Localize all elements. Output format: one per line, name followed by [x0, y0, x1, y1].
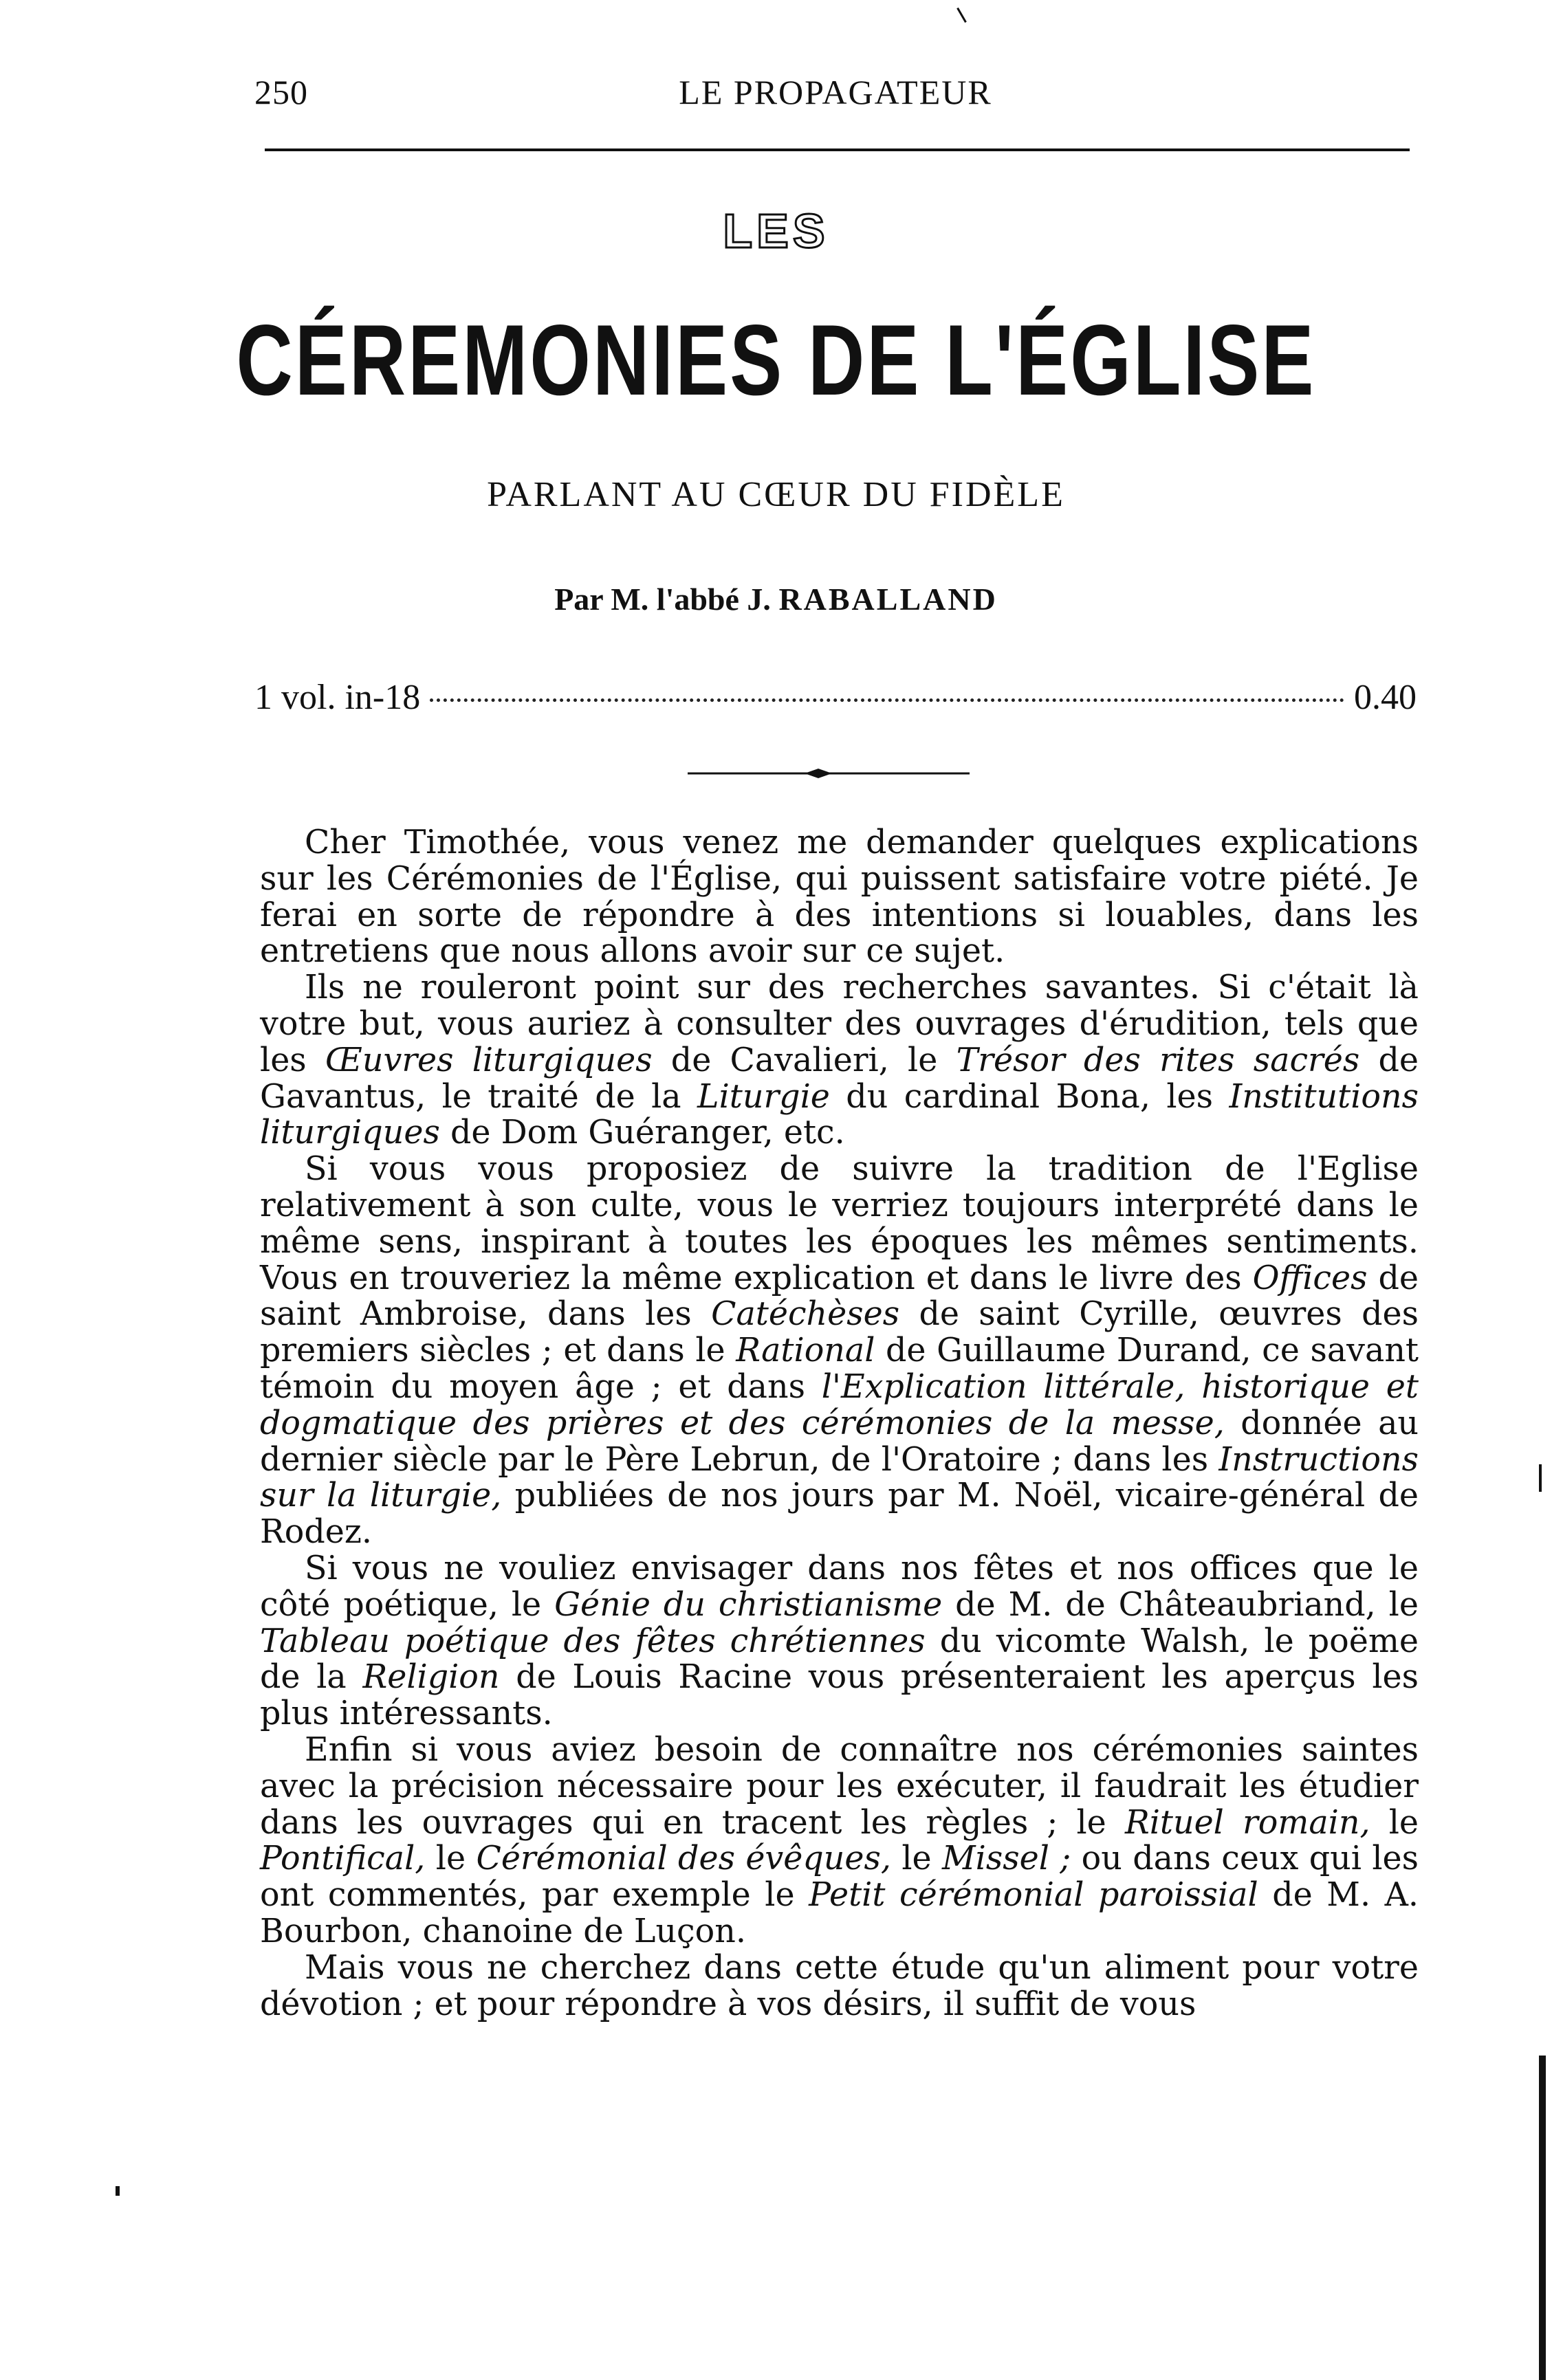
paragraph-1: Cher Timothée, vous venez me demander quelques explications sur les Cérémonies de l'Église, qui puissent satisfaire votre piété. Je ferai en sorte de répondre à des intentions si louables, dans les entretiens que nous allons avoir sur ce sujet. [260, 824, 1419, 971]
header-rule [265, 148, 1410, 151]
margin-mark-right-edge [1539, 2056, 1546, 2380]
margin-mark-right-small [1539, 1464, 1542, 1492]
running-header [254, 72, 1417, 127]
title-les: LES [723, 204, 829, 258]
paragraph-4: Si vous ne vouliez envisager dans nos fêtes et nos offices que le côté poétique, le Génie du christianisme de M. de Châteaubriand, le Tableau poétique des fêtes chrétiennes du vicomte Walsh, le poëme de la Religion de Louis Racine vous présenteraient les aperçus les plus intéressants. [260, 1549, 1419, 1733]
author-prefix: Par M. l'abbé J. [554, 582, 771, 617]
paragraph-5: Enfin si vous aviez besoin de connaître nos cérémonies saintes avec la précision nécessaire pour les exécuter, il faudrait les étudier dans les ouvrages qui en tracent les règles ; le Rituel romain, le Pontifical, le Cérémonial des évêques, le Missel ; ou dans ceux qui les ont commentés, par exemple le Petit cérémonial paroissial de M. A. Bourbon, chanoine de Luçon. [260, 1730, 1419, 1950]
body-text [260, 825, 1419, 2023]
margin-mark-left-dot [116, 2186, 120, 2196]
author-line [0, 581, 1552, 617]
dot-leader [430, 698, 1344, 702]
paragraph-2: Ils ne rouleront point sur des recherches savantes. Si c'était là votre but, vous auriez à consulter des ouvrages d'érudition, tels que les Œuvres liturgiques de Cavalieri, le Trésor des rites sacrés de Gavantus, le traité de la Liturgie du cardinal Bona, les Institutions liturgiques de Dom Guéranger, etc. [260, 969, 1419, 1152]
subtitle: PARLANT AU CŒUR DU FIDÈLE [487, 475, 1065, 514]
author-name: RABALLAND [778, 582, 998, 617]
main-title: CÉREMONIES DE L'ÉGLISE [236, 304, 1316, 416]
volume-label: 1 vol. in-18 [254, 678, 421, 717]
page-number: 250 [254, 73, 308, 111]
paragraph-6: Mais vous ne cherchez dans cette étude qu'un aliment pour votre dévotion ; et pour répondre à vos désirs, il suffit de vous [260, 1948, 1419, 2023]
margin-mark-top [957, 8, 967, 23]
journal-name: LE PROPAGATEUR [679, 73, 992, 111]
ornament-divider [688, 767, 970, 780]
paragraph-3: Si vous vous proposiez de suivre la tradition de l'Eglise relativement à son culte, vous le verriez toujours interprété dans le même sens, inspirant à toutes les époques les mêmes sentiments. Vous en trouveriez la même explication et dans le livre des Offices de saint Ambroise, dans les Catéchèses de saint Cyrille, œuvres des premiers siècles ; et dans le Rational de Guillaume Durand, ce savant témoin du moyen âge ; et dans l'Explication littérale, historique et dogmatique des prières et des cérémonies de la messe, donnée au dernier siècle par le Père Lebrun, de l'Oratoire ; dans les Instructions sur la liturgie, publiées de nos jours par M. Noël, vicaire-général de Rodez. [260, 1150, 1419, 1552]
price-value: 0.40 [1354, 678, 1417, 717]
price-line [254, 677, 1417, 725]
